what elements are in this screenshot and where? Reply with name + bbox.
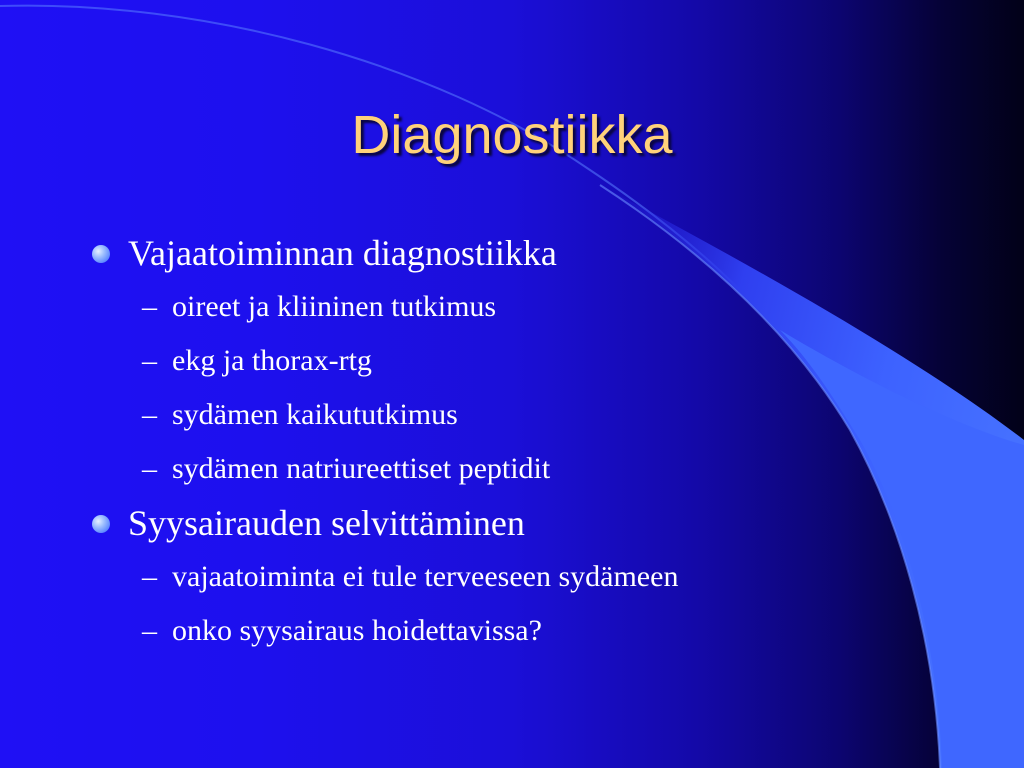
sub-item-text: onko syysairaus hoidettavissa? (172, 614, 542, 647)
dash-marker: – (142, 560, 157, 593)
dash-marker: – (142, 614, 157, 647)
sub-item-text: sydämen kaikututkimus (172, 398, 458, 431)
sub-item (90, 442, 940, 496)
dash-marker: – (142, 452, 157, 485)
sub-item (90, 280, 940, 334)
bullet-list (90, 226, 940, 658)
sub-item-text: ekg ja thorax-rtg (172, 344, 372, 377)
sub-item (90, 388, 940, 442)
bullet-item (90, 226, 940, 280)
sub-list (90, 550, 940, 658)
sub-item-text: sydämen natriureettiset peptidit (172, 452, 551, 485)
slide-title: Diagnostiikka (351, 105, 673, 165)
dash-marker: – (142, 344, 157, 377)
dash-marker: – (142, 290, 157, 323)
bullet-text: Vajaatoiminnan diagnostiikka (128, 233, 557, 273)
bullet-item (90, 496, 940, 550)
sub-item (90, 604, 940, 658)
sub-list (90, 280, 940, 496)
bullet-dot-icon (92, 245, 110, 263)
sub-item (90, 550, 940, 604)
bullet-text: Syysairauden selvittäminen (128, 503, 525, 543)
sub-item-text: vajaatoiminta ei tule terveeseen sydämeen (172, 560, 679, 593)
sub-item-text: oireet ja kliininen tutkimus (172, 290, 497, 323)
bullet-dot-icon (92, 515, 110, 533)
sub-item (90, 334, 940, 388)
dash-marker: – (142, 398, 157, 431)
